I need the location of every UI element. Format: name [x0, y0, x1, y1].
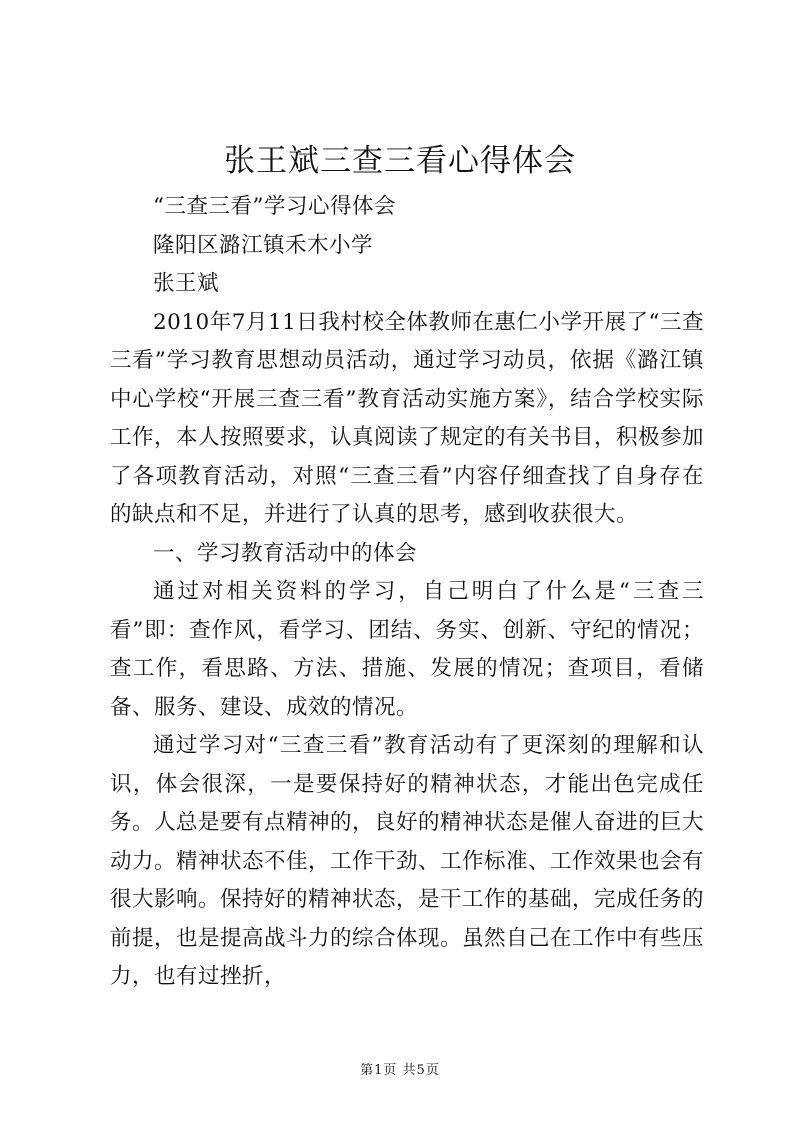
- document-title: 张王斌三查三看心得体会: [224, 143, 576, 179]
- body-paragraph: 通过对相关资料的学习，自己明白了什么是“三查三看”即：查作风，看学习、团结、务实、创新、守纪的情况；查工作，看思路、方法、措施、发展的情况；查项目，看储备、服务、建设、成效的情况。: [110, 579, 704, 720]
- body-paragraph: 2010年7月11日我村校全体教师在惠仁小学开展了“三查三看”学习教育思想动员活动，通过学习动员，依据《潞江镇中心学校“开展三查三看”教育活动实施方案》，结合学校实际工作，本人按照要求，认真阅读了规定的有关书目，积极参加了各项教育活动，对照“三查三看”内容仔细查找了自身存在的缺点和不足，并进行了认真的思考，感到收获很大。: [110, 309, 705, 527]
- author-name: 张王斌: [153, 271, 220, 296]
- document-body: [110, 188, 704, 997]
- body-paragraph: 通过学习对“三查三看”教育活动有了更深刻的理解和认识，体会很深，一是要保持好的精神状态，才能出色完成任务。人总是要有点精神的，良好的精神状态是催人奋进的巨大动力。精神状态不佳，工作干劲、工作标准、工作效果也会有很大影响。保持好的精神状态，是干工作的基础，完成任务的前提，也是提高战斗力的综合体现。虽然自己在工作中有些压力，也有过挫折，: [110, 733, 705, 989]
- page-number: 第1页 共5页: [360, 1063, 440, 1078]
- subtitle: “三查三看”学习心得体会: [153, 194, 396, 219]
- section-heading: 一、学习教育活动中的体会: [153, 540, 418, 566]
- school-name: 隆阳区潞江镇禾木小学: [153, 232, 374, 258]
